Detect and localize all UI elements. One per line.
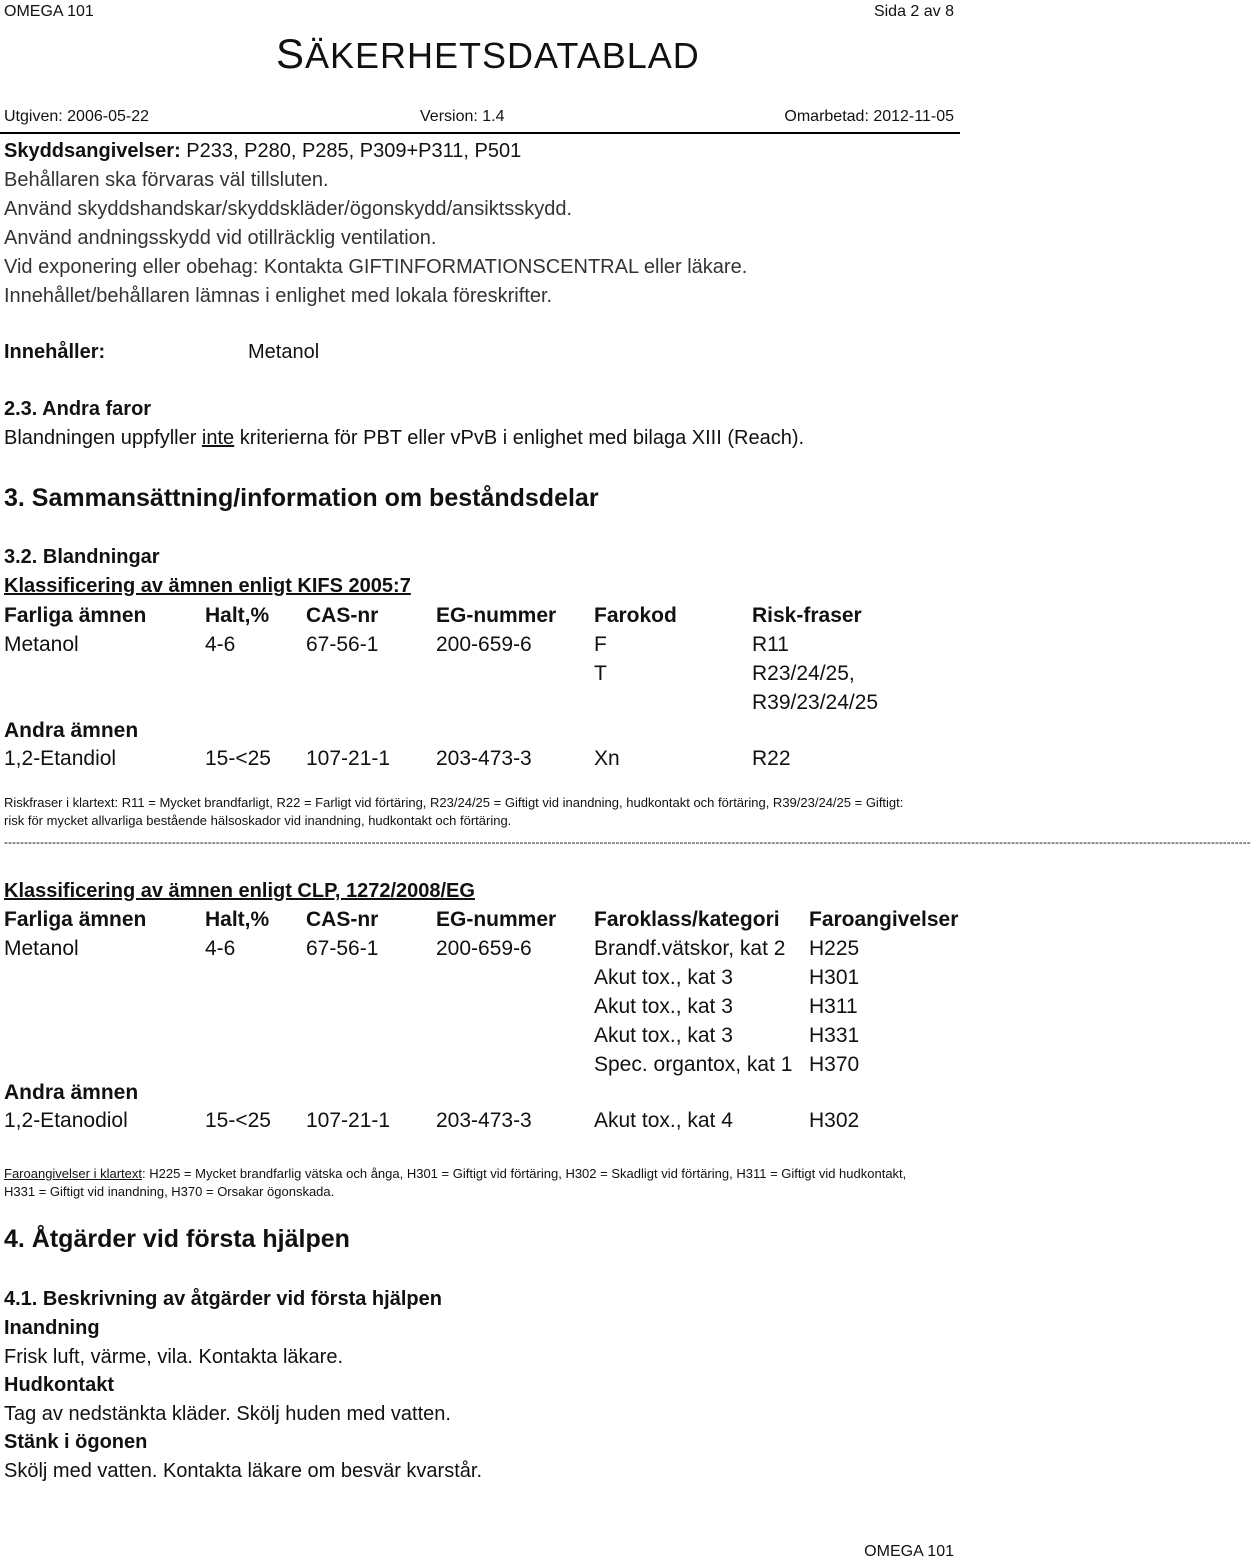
table-cell: H311 bbox=[809, 995, 858, 1018]
section3-heading: 3. Sammansättning/information om beståndsdelar bbox=[4, 484, 599, 512]
precaution-text: Behållaren ska förvaras väl tillsluten. bbox=[4, 169, 329, 191]
document-title bbox=[276, 30, 700, 78]
col-header: EG-nummer bbox=[436, 604, 557, 627]
text-part: kriterierna för PBT eller vPvB i enlighet med bilaga XIII (Reach). bbox=[234, 427, 805, 449]
note-label: Faroangivelser i klartext bbox=[4, 1166, 142, 1181]
revised-date: Omarbetad: 2012-11-05 bbox=[784, 108, 954, 125]
col-header: Farliga ämnen bbox=[4, 604, 147, 627]
footer-product: OMEGA 101 bbox=[864, 1543, 954, 1560]
col-header: Farliga ämnen bbox=[4, 908, 147, 931]
first-aid-text: Tag av nedstänkta kläder. Skölj huden med vatten. bbox=[4, 1403, 451, 1425]
table-cell: R11 bbox=[752, 633, 789, 656]
col-header: Risk-fraser bbox=[752, 604, 862, 627]
title-rest: ÄKERHETSDATABLAD bbox=[305, 35, 700, 76]
contains-label: Innehåller: bbox=[4, 341, 106, 363]
table-cell: Akut tox., kat 4 bbox=[594, 1109, 733, 1132]
table-cell: 67-56-1 bbox=[306, 937, 379, 960]
table-cell: R22 bbox=[752, 747, 791, 770]
header-product: OMEGA 101 bbox=[4, 3, 94, 20]
table-cell: H302 bbox=[809, 1109, 860, 1132]
table-cell: Akut tox., kat 3 bbox=[594, 966, 733, 989]
issued-date: Utgiven: 2006-05-22 bbox=[4, 108, 149, 125]
table-cell: 1,2-Etanodiol bbox=[4, 1109, 128, 1132]
contains-value: Metanol bbox=[248, 341, 320, 363]
section4-1-heading: 4.1. Beskrivning av åtgärder vid första hjälpen bbox=[4, 1288, 442, 1310]
table-cell: 203-473-3 bbox=[436, 747, 532, 770]
table-cell: H225 bbox=[809, 937, 860, 960]
table-cell: F bbox=[594, 633, 607, 656]
table-cell: 15-<25 bbox=[205, 1109, 271, 1132]
precaution-codes: P233, P280, P285, P309+P311, P501 bbox=[180, 140, 522, 162]
table-cell: T bbox=[594, 662, 607, 685]
col-header: CAS-nr bbox=[306, 604, 379, 627]
text-part: Blandningen uppfyller bbox=[4, 427, 202, 449]
first-aid-text: Skölj med vatten. Kontakta läkare om besvär kvarstår. bbox=[4, 1460, 482, 1482]
risk-phrase-note: risk för mycket allvarliga bestående hälsoskador vid inandning, hudkontakt och förtäring. bbox=[4, 813, 512, 828]
section4-heading: 4. Åtgärder vid första hjälpen bbox=[4, 1225, 350, 1253]
first-aid-text: Frisk luft, värme, vila. Kontakta läkare. bbox=[4, 1346, 344, 1368]
col-header: Faroklass/kategori bbox=[594, 908, 780, 931]
note-text: : H225 = Mycket brandfarlig vätska och ånga, H301 = Giftigt vid förtäring, H302 = Skadligt vid förtäring, H311 = Giftigt vid hudkontakt, bbox=[142, 1166, 907, 1181]
table-cell: 4-6 bbox=[205, 633, 236, 656]
header-page-number: Sida 2 av 8 bbox=[873, 3, 954, 20]
table-cell: 107-21-1 bbox=[306, 1109, 391, 1132]
table-cell: 203-473-3 bbox=[436, 1109, 532, 1132]
section3-2-heading: 3.2. Blandningar bbox=[4, 546, 160, 568]
table-cell: 1,2-Etandiol bbox=[4, 747, 117, 770]
table-cell: Xn bbox=[594, 747, 620, 770]
table-cell: Akut tox., kat 3 bbox=[594, 995, 733, 1018]
header-rule bbox=[0, 132, 960, 134]
table-cell: Brandf.vätskor, kat 2 bbox=[594, 937, 786, 960]
precaution-text: Vid exponering eller obehag: Kontakta GIFTINFORMATIONSCENTRAL eller läkare. bbox=[4, 256, 748, 278]
table-cell: H331 bbox=[809, 1024, 860, 1047]
precaution-text: Använd skyddshandskar/skyddskläder/ögonskydd/ansiktsskydd. bbox=[4, 198, 573, 220]
precaution-text: Använd andningsskydd vid otillräcklig ventilation. bbox=[4, 227, 437, 249]
title-first-letter: S bbox=[276, 30, 306, 77]
table-cell: Metanol bbox=[4, 633, 79, 656]
table-cell: 67-56-1 bbox=[306, 633, 379, 656]
table-cell: 4-6 bbox=[205, 937, 236, 960]
first-aid-label: Hudkontakt bbox=[4, 1374, 114, 1396]
precaution-text: Innehållet/behållaren lämnas i enlighet med lokala föreskrifter. bbox=[4, 285, 553, 307]
precaution-label: Skyddsangivelser: bbox=[4, 140, 181, 162]
table-cell: 15-<25 bbox=[205, 747, 271, 770]
col-header: Halt,% bbox=[205, 604, 270, 627]
first-aid-label: Inandning bbox=[4, 1317, 100, 1339]
table-cell: 200-659-6 bbox=[436, 633, 532, 656]
table-cell: Akut tox., kat 3 bbox=[594, 1024, 733, 1047]
col-header: Faroangivelser bbox=[809, 908, 959, 931]
kifs-heading: Klassificering av ämnen enligt KIFS 2005:7 bbox=[4, 575, 411, 597]
other-substances-label: Andra ämnen bbox=[4, 1081, 139, 1104]
text-underlined: inte bbox=[201, 427, 235, 449]
precaution-line bbox=[4, 140, 521, 163]
table-cell: H301 bbox=[809, 966, 860, 989]
hazard-statement-note: H331 = Giftigt vid inandning, H370 = Orsakar ögonskada. bbox=[4, 1184, 335, 1199]
col-header: Halt,% bbox=[205, 908, 270, 931]
hazard-statement-note bbox=[4, 1166, 906, 1181]
dashed-separator: ------------------------------------------------------------------------------------------------------------------------------------------------------------------------------------------------------------------------------------------------------------------------------------------------------------------------ bbox=[4, 835, 1251, 849]
table-cell: Spec. organtox, kat 1 bbox=[594, 1053, 793, 1076]
table-cell: 107-21-1 bbox=[306, 747, 391, 770]
col-header: CAS-nr bbox=[306, 908, 379, 931]
other-hazards-text bbox=[4, 427, 804, 450]
risk-phrase-note: Riskfraser i klartext: R11 = Mycket brandfarligt, R22 = Farligt vid förtäring, R23/24/25 = Giftigt vid inandning, hudkontakt och förtäring, R39/23/24/25 = Giftigt: bbox=[4, 795, 904, 810]
version: Version: 1.4 bbox=[420, 108, 505, 125]
first-aid-label: Stänk i ögonen bbox=[4, 1431, 148, 1453]
table-cell: R39/23/24/25 bbox=[752, 691, 879, 714]
table-cell: Metanol bbox=[4, 937, 79, 960]
table-cell: R23/24/25, bbox=[752, 662, 855, 685]
table-cell: 200-659-6 bbox=[436, 937, 532, 960]
clp-heading: Klassificering av ämnen enligt CLP, 1272/2008/EG bbox=[4, 880, 475, 902]
other-hazards-heading: 2.3. Andra faror bbox=[4, 398, 152, 420]
table-cell: H370 bbox=[809, 1053, 860, 1076]
col-header: EG-nummer bbox=[436, 908, 557, 931]
col-header: Farokod bbox=[594, 604, 677, 627]
other-substances-label: Andra ämnen bbox=[4, 719, 139, 742]
